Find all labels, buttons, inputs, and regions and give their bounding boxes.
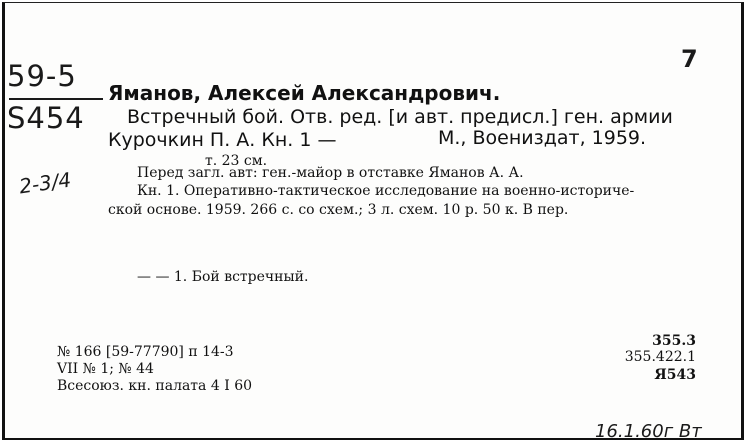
note-line-3: ской основе. 1959. 266 с. со схем.; 3 л. схем. 10 р. 50 к. В пер.: [108, 202, 569, 218]
title-line-2-right: М., Воениздат, 1959.: [438, 127, 647, 149]
handwritten-date-note: 16.1.60г Вт: [595, 421, 702, 442]
classification-line-3: Я543: [654, 367, 696, 383]
call-number-bottom: S454: [7, 101, 85, 135]
title-line-1: Встречный бой. Отв. ред. [и авт. предисл.] ген. армии: [127, 106, 673, 128]
note-line-1: Перед загл. авт: ген.-майор в отставке Яманов А. А.: [137, 165, 524, 181]
catalog-card: [2, 2, 744, 440]
corner-number: 7: [681, 45, 698, 73]
title-line-2-left: Курочкин П. А. Кн. 1 —: [108, 129, 337, 151]
note-line-2: Кн. 1. Оперативно-тактическое исследование на военно-историче-: [137, 183, 635, 199]
call-number-divider: [9, 98, 103, 100]
accession-line-1: № 166 [59-77790] п 14-3: [57, 344, 234, 360]
accession-line-3: Всесоюз. кн. палата 4 I 60: [57, 378, 253, 394]
subject-heading: — — 1. Бой встречный.: [137, 269, 309, 285]
accession-line-2: VII № 1; № 44: [57, 361, 154, 377]
classification-line-2: 355.422.1: [624, 349, 696, 365]
volume-size: т. 23 см.: [205, 153, 268, 169]
margin-handwritten-note: 2-3/4: [17, 167, 73, 199]
author-heading: Яманов, Алексей Александрович.: [108, 81, 501, 105]
classification-line-1: 355.3: [652, 333, 696, 349]
call-number-top: 59-5: [7, 59, 77, 93]
